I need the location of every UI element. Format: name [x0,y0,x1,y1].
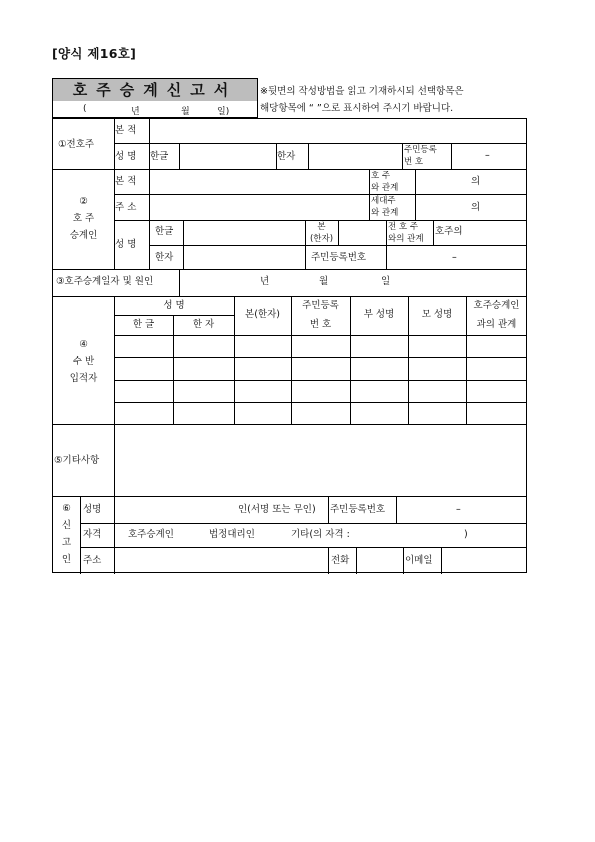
prev-head-name-label: 성 명 [115,151,137,162]
prev-head-hangeul-label: 한글 [150,151,169,162]
accompany-rrn-header-line2: 번 호 [309,319,332,330]
accompany-name-header: 성 명 [163,300,185,311]
accompany-father-header: 부 성명 [363,309,395,320]
qualification-option-other[interactable]: 기타(의 자격 : [291,529,350,540]
successor-hoju-rel-label-line2: 와 관계 [371,183,399,193]
section-previous-head: ①전호주 [58,139,95,150]
section-successor-line1: 호 주 [72,213,95,224]
prev-head-hanja-label: 한자 [277,151,296,162]
prev-head-rrn-label-line2: 번 호 [404,157,424,167]
date-year-label: 년 [131,107,140,117]
accompany-mother-header: 모 성명 [421,309,453,320]
report-form-table [52,118,527,573]
succession-day-label: 일 [381,276,391,287]
accompany-rrn-header-line1: 주민등록 [302,300,339,311]
successor-household-rel-label-line2: 와 관계 [371,208,399,218]
reporter-rrn-dash: – [456,504,461,515]
successor-prev-rel-label-line1: 전 호 주 [388,222,419,232]
form-title-box [52,78,258,118]
instruction-note-line2: 해당항목에 “ ”으로 표시하여 주시기 바랍니다. [260,103,454,114]
successor-bon-label-line2: (한자) [309,234,334,244]
accompany-hanja-header: 한 자 [192,319,215,330]
form-title: 호주승계신고서 [53,79,257,101]
report-date [53,103,257,117]
successor-address-label: 주 소 [115,202,137,213]
accompany-rel-header-line1: 호주승계인 [473,300,520,311]
successor-hangeul-label: 한글 [155,226,174,237]
prev-head-rrn-label-line1: 주민등록 [404,145,437,155]
successor-bonjeok-label: 본 적 [115,176,137,187]
section-succession-date-head: ③호주승계일자 및 원인 [56,276,154,287]
date-month-label: 월 [181,107,190,117]
section-accompany-line2: 입적자 [69,373,98,384]
succession-year-label: 년 [260,276,270,287]
qualification-option-legal-rep[interactable]: 법정대리인 [209,529,255,540]
successor-household-rel-label-line1: 세대주 [371,196,396,206]
successor-name-label: 성 명 [115,239,137,250]
qualification-option-other-close: ) [464,529,468,540]
date-day-label: 일) [217,107,230,117]
accompany-bon-header: 본(한자) [245,309,280,320]
reporter-rrn-label: 주민등록번호 [330,504,386,515]
prev-head-rrn-dash: – [485,150,490,161]
instruction-note-line1: ※뒷면의 작성방법을 읽고 기재하시되 선택항목은 [260,86,464,97]
section-successor-num: ② [79,196,88,207]
successor-bon-label-line1: 본 [317,222,326,232]
successor-prev-rel-value: 호주의 [435,226,463,237]
successor-rrn-dash: – [452,252,457,263]
successor-hoju-rel-ui: 의 [471,176,481,187]
section-reporter-char2: 고 [61,537,72,548]
section-accompany-num: ④ [79,339,88,350]
qualification-option-successor[interactable]: 호주승계인 [128,529,174,540]
reporter-qualification-label: 자격 [83,529,102,540]
successor-household-rel-ui: 의 [471,202,481,213]
section-successor-line2: 승계인 [69,230,98,241]
prev-head-bonjeok-label: 본 적 [115,125,137,136]
section-other-matters-head: ⑤기타사항 [54,455,100,466]
reporter-email-label: 이메일 [405,555,433,566]
reporter-seal-note: 인(서명 또는 무인) [238,504,316,515]
form-number-label: [양식 제16호] [52,46,137,61]
succession-month-label: 월 [319,276,329,287]
accompany-hangeul-header: 한 글 [132,319,155,330]
section-reporter-char1: 신 [61,520,72,531]
section-reporter-num: ⑥ [62,503,71,514]
successor-prev-rel-label-line2: 와의 관계 [388,234,424,244]
reporter-address-label: 주소 [83,555,102,566]
accompany-rel-header-line2: 과의 관계 [476,319,517,330]
reporter-phone-label: 전화 [331,555,350,566]
section-reporter-char3: 인 [61,554,72,565]
successor-hanja-label: 한자 [155,252,174,263]
instruction-note [260,83,530,117]
section-accompany-line1: 수 반 [72,356,95,367]
successor-hoju-rel-label-line1: 호 주 [371,171,391,181]
successor-rrn-label: 주민등록번호 [311,252,367,263]
reporter-name-label: 성명 [83,504,102,515]
date-paren-open: ( [83,104,87,114]
